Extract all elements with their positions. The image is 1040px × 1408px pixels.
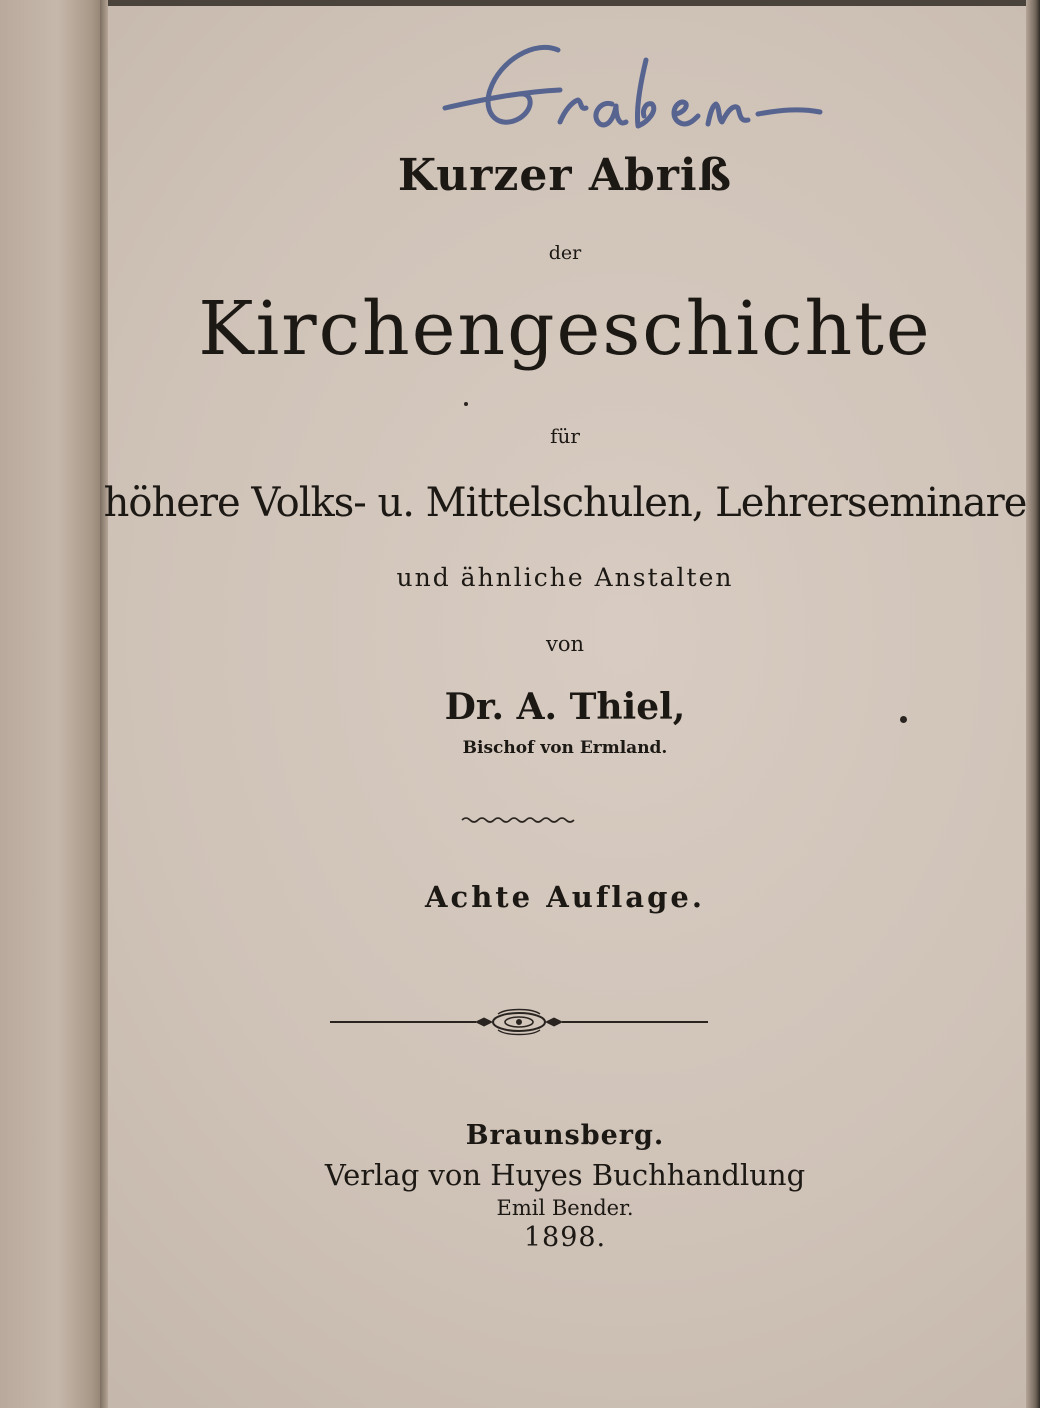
page-top-edge [0,0,1040,6]
edition-statement: Achte Auflage. [425,880,705,914]
imprint-year: 1898. [523,1222,607,1253]
handwritten-signature [440,30,830,150]
decorative-rule-ornament [326,1004,712,1040]
imprint-proprietor: Emil Bender. [496,1196,634,1220]
main-title: Kirchengeschichte [198,286,932,372]
author-name: Dr. A. Thiel, [444,686,686,728]
preposition-von: von [545,632,585,656]
audience-line: höhere Volks- u. Mittelschulen, Lehrerseminare [103,480,1027,526]
preposition-fuer: für [550,424,580,448]
imprint-place: Braunsberg. [465,1120,665,1151]
paper-speck [900,716,907,723]
article-der: der [548,242,582,264]
subtitle-kurzer-abriss: Kurzer Abriß [397,150,733,201]
book-spine-edge [0,0,104,1408]
paper-speck [464,402,468,406]
audience-line-2: und ähnliche Anstalten [396,563,734,592]
author-title: Bischof von Ermland. [462,738,668,758]
wavy-rule-ornament [460,812,580,828]
imprint-publisher: Verlag von Huyes Buchhandlung [324,1158,806,1192]
